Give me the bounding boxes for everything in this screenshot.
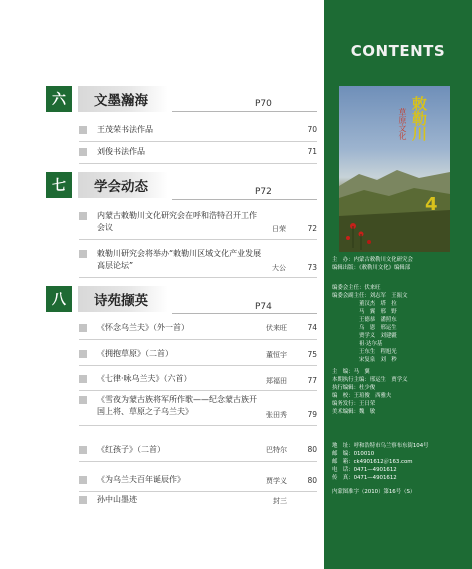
bullet-marker — [79, 212, 87, 220]
entry-author: 董恒宇 — [266, 351, 287, 359]
bullet-marker — [79, 126, 87, 134]
section-title: 文墨瀚海 — [78, 86, 168, 112]
entry-author: 日荣 — [272, 225, 286, 233]
bullet-marker — [79, 446, 87, 454]
publication-info-line: 主 办：内蒙古敕勒川文化研究会 — [332, 257, 413, 263]
section-rule — [172, 199, 317, 200]
entry-rule — [79, 141, 317, 142]
entry-title: 《怀念乌兰夫》（外一首） — [97, 323, 189, 332]
cover-issue-number: 4 — [425, 194, 438, 215]
magazine-cover-image — [339, 86, 450, 252]
entry-page: 72 — [307, 224, 317, 233]
section-page: P74 — [255, 302, 272, 312]
publication-info-line: 执行编辑：杜少俊 — [332, 385, 376, 391]
list-item[interactable] — [79, 373, 317, 393]
section-rule — [172, 313, 317, 314]
entry-rule — [79, 277, 317, 278]
entry-author: 封三 — [273, 497, 287, 505]
publication-info-line: 王东生 程旭光 — [332, 349, 397, 355]
section-title: 学会动态 — [78, 172, 168, 198]
list-item[interactable] — [79, 394, 317, 426]
entry-author: 伏来旺 — [266, 324, 287, 332]
entry-rule — [79, 339, 317, 340]
cover-subtitle: 草原文化 — [398, 108, 407, 140]
publication-info-line: 编务发行：王日荣 — [332, 401, 376, 407]
entry-title: 《拥抱草原》（二首） — [97, 349, 173, 358]
section-page: P72 — [255, 187, 272, 197]
list-item[interactable] — [79, 348, 317, 368]
list-item[interactable] — [79, 210, 317, 240]
bullet-marker — [79, 476, 87, 484]
bullet-marker — [79, 396, 87, 404]
entry-title: 《七律·咏乌兰夫》（六首） — [97, 374, 192, 383]
entry-page: 71 — [307, 147, 317, 156]
publication-info-line: 贾学义 刘建疆 — [332, 333, 397, 339]
bullet-marker — [79, 250, 87, 258]
entry-title: 王茂荣书法作品 — [97, 125, 153, 134]
entry-page: 80 — [307, 445, 317, 454]
publication-info-line: 美术编辑：魏 敏 — [332, 409, 376, 415]
bullet-marker — [79, 350, 87, 358]
publication-info-line: 王德恭 潘照东 — [332, 317, 397, 323]
publication-info-line: 传 真：0471—4901612 — [332, 475, 397, 481]
publication-info-line: 编 校：王瑄俊 西雅夫 — [332, 393, 392, 399]
entry-page: 74 — [307, 323, 317, 332]
publication-info-line: 电 话：0471—4901612 — [332, 467, 397, 473]
publication-info-line: 乌 恩 邢运生 — [332, 325, 397, 331]
entry-rule — [79, 390, 317, 391]
entry-title: 内蒙古敕勒川文化研究会在呼和浩特召开工作会议 — [97, 211, 257, 232]
entry-page: 77 — [307, 376, 317, 385]
entry-rule — [79, 365, 317, 366]
section-title: 诗苑撷英 — [78, 286, 168, 312]
entry-author: 贾学义 — [266, 477, 287, 485]
list-item[interactable] — [79, 444, 317, 464]
publication-info-line: 邮 箱：ck4901612＠163.com — [332, 459, 413, 465]
entry-rule — [79, 239, 317, 240]
cover-title: 敕勒川 — [410, 96, 428, 141]
list-item[interactable] — [79, 474, 317, 494]
list-item[interactable] — [79, 322, 317, 342]
publication-info-line: 邮 编：010010 — [332, 451, 375, 457]
publication-info-line: 编委会副主任：刘志军 王振文 — [332, 293, 408, 299]
entry-title: 《红孩子》（二首） — [97, 445, 165, 454]
entry-author: 大公 — [272, 264, 286, 272]
entry-title: 《为乌兰夫百年诞辰作》 — [97, 475, 185, 484]
list-item[interactable] — [79, 124, 317, 144]
publication-info-line: 地 址：呼和浩特市乌兰察布东街104号 — [332, 443, 429, 449]
entry-page: 73 — [307, 263, 317, 272]
entry-page: 70 — [307, 125, 317, 134]
bullet-marker — [79, 148, 87, 156]
publication-info-line: 编委会主任：伏来旺 — [332, 285, 381, 291]
entry-page: 75 — [307, 350, 317, 359]
section-rule — [172, 111, 317, 112]
publication-info-line: 内蒙图准字（2010）第16号（S） — [332, 489, 416, 495]
section-page: P70 — [255, 99, 272, 109]
bullet-marker — [79, 324, 87, 332]
entry-page: 80 — [307, 476, 317, 485]
publication-info-line: 董汉杰 塔 拉 — [332, 301, 397, 307]
entry-title: 敕勒川研究会将举办“敕勒川区域文化产业发展高层论坛” — [97, 249, 262, 270]
contents-panel — [324, 0, 472, 569]
entry-title: 《雪夜为蒙古族将军所作歌——纪念蒙古族开国上将、草原之子乌兰夫》 — [97, 395, 257, 416]
entry-rule — [79, 461, 317, 462]
entry-rule — [79, 163, 317, 164]
section-number: 七 — [46, 172, 72, 198]
entry-author: 巴特尔 — [266, 446, 287, 454]
entry-page: 79 — [307, 410, 317, 419]
bullet-marker — [79, 375, 87, 383]
publication-info-line: 祖·达尔基 — [332, 341, 383, 347]
entry-rule — [79, 425, 317, 426]
publication-info-line: 本期执行主编：邢运生 贾学义 — [332, 377, 408, 383]
publication-info-line: 主 编：马 翼 — [332, 369, 370, 375]
publication-info-line: 马 翼 邢 野 — [332, 309, 397, 315]
entry-rule — [79, 491, 317, 492]
publication-info-line: 编辑出版：《敕勒川文化》编辑部 — [332, 265, 411, 271]
section-number: 六 — [46, 86, 72, 112]
publication-info-line: 宋复泉 刘 秒 — [332, 357, 397, 363]
bullet-marker — [79, 496, 87, 504]
list-item[interactable] — [79, 494, 317, 514]
entry-title: 刘俊书法作品 — [97, 147, 145, 156]
entry-author: 张田秀 — [266, 411, 287, 419]
list-item[interactable] — [79, 146, 317, 166]
list-item[interactable] — [79, 248, 317, 278]
contents-heading: CONTENTS — [350, 42, 446, 60]
entry-author: 郑福田 — [266, 377, 287, 385]
section-number: 八 — [46, 286, 72, 312]
entry-title: 孙中山墨迹 — [97, 495, 137, 504]
